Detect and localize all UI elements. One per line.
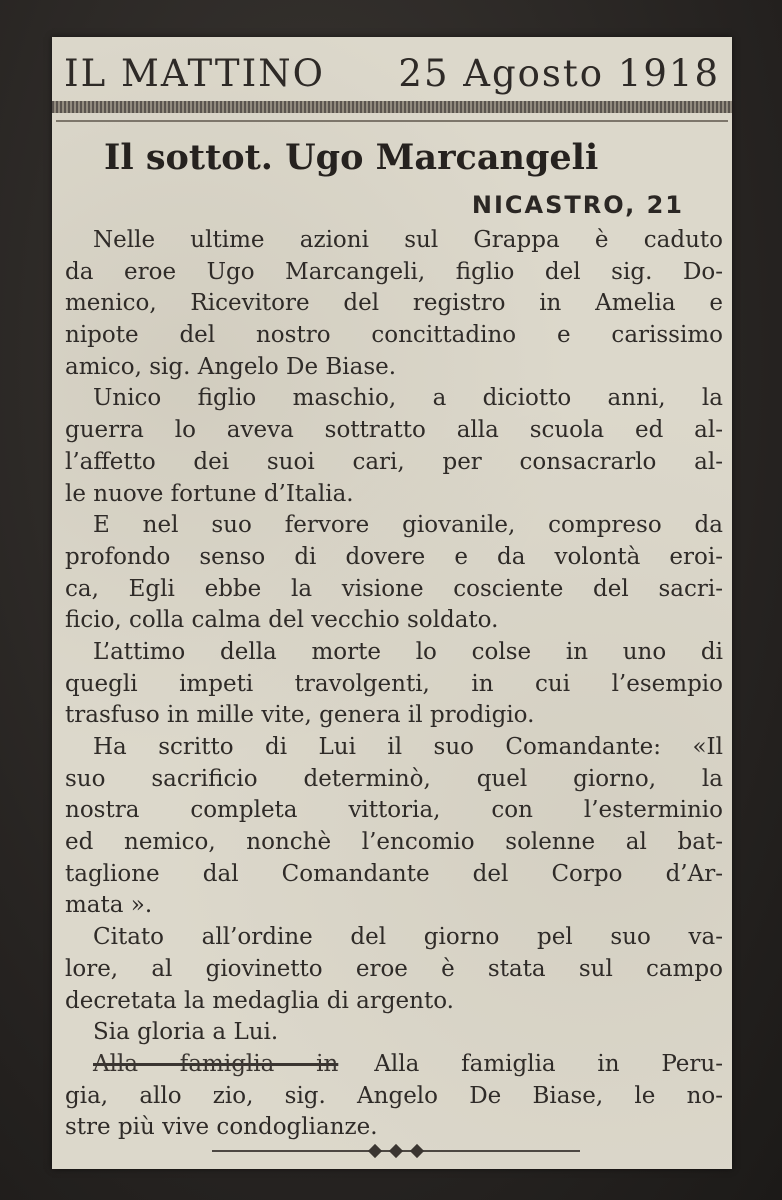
- body-line: quegli impeti travolgenti, in cui l’esempio: [65, 670, 723, 697]
- body-line: mata ».: [65, 892, 153, 919]
- body-line: Citato all’ordine del giorno pel suo va-: [93, 924, 723, 951]
- body-line: taglione dal Comandante del Corpo d’Ar-: [65, 860, 723, 887]
- body-line: le nuove fortune d’Italia.: [65, 480, 354, 507]
- body-line: menico, Ricevitore del registro in Amelia e: [65, 290, 723, 317]
- body-line: Nelle ultime azioni sul Grappa è caduto: [93, 227, 723, 253]
- diamond-ornament-icon: [368, 1144, 382, 1158]
- body-line: gia, allo zio, sig. Angelo De Biase, le no-: [65, 1082, 723, 1109]
- body-line: Unico figlio maschio, a diciotto anni, la: [93, 385, 723, 412]
- article-dateline: NICASTRO, 21: [471, 191, 684, 219]
- closing-ornament: [370, 1143, 422, 1159]
- masthead: [52, 47, 732, 99]
- article-headline: Il sottot. Ugo Marcangeli: [104, 137, 599, 178]
- diamond-ornament-icon: [410, 1144, 424, 1158]
- body-line: decretata la medaglia di argento.: [65, 987, 454, 1014]
- newspaper-name: IL MATTINO: [64, 51, 325, 95]
- body-line: ed nemico, nonchè l’encomio solenne al bat-: [65, 829, 723, 856]
- body-line: lore, al giovinetto eroe è stata sul campo: [65, 955, 723, 982]
- body-line: guerra lo aveva sottratto alla scuola ed al-: [65, 417, 723, 444]
- newspaper-clipping: [52, 37, 732, 1169]
- body-line: trasfuso in mille vite, genera il prodigio.: [65, 702, 535, 729]
- body-line: ca, Egli ebbe la visione cosciente del sacri-: [65, 575, 723, 602]
- body-line: nipote del nostro concittadino e carissimo: [65, 322, 723, 349]
- body-line: nostra completa vittoria, con l’esterminio: [65, 797, 723, 824]
- body-line: amico, sig. Angelo De Biase.: [65, 353, 397, 380]
- condolence-line: [65, 1049, 723, 1081]
- body-line: ficio, colla calma del vecchio soldato.: [65, 607, 499, 634]
- issue-date: 25 Agosto 1918: [398, 51, 720, 95]
- body-line: Sia gloria a Lui.: [93, 1019, 279, 1046]
- body-line: suo sacrificio determinò, quel giorno, la: [65, 765, 723, 792]
- article-body: [65, 225, 723, 1144]
- masthead-thin-rule: [56, 120, 728, 122]
- struck-text: Alla famiglia in: [93, 1050, 339, 1077]
- body-line: L’attimo della morte lo colse in uno di: [93, 638, 723, 665]
- body-line: Ha scritto di Lui il suo Comandante: «Il: [93, 734, 723, 760]
- body-line: stre più vive condoglianze.: [65, 1114, 378, 1141]
- body-line: da eroe Ugo Marcangeli, figlio del sig. Do-: [65, 258, 723, 285]
- condolence-text: Alla famiglia in Peru-: [374, 1050, 723, 1077]
- masthead-rule: [52, 101, 732, 113]
- body-line: profondo senso di dovere e da volontà eroi-: [65, 543, 723, 570]
- body-line: l’affetto dei suoi cari, per consacrarlo al-: [65, 448, 723, 475]
- body-line: E nel suo fervore giovanile, compreso da: [93, 512, 723, 539]
- diamond-ornament-icon: [389, 1144, 403, 1158]
